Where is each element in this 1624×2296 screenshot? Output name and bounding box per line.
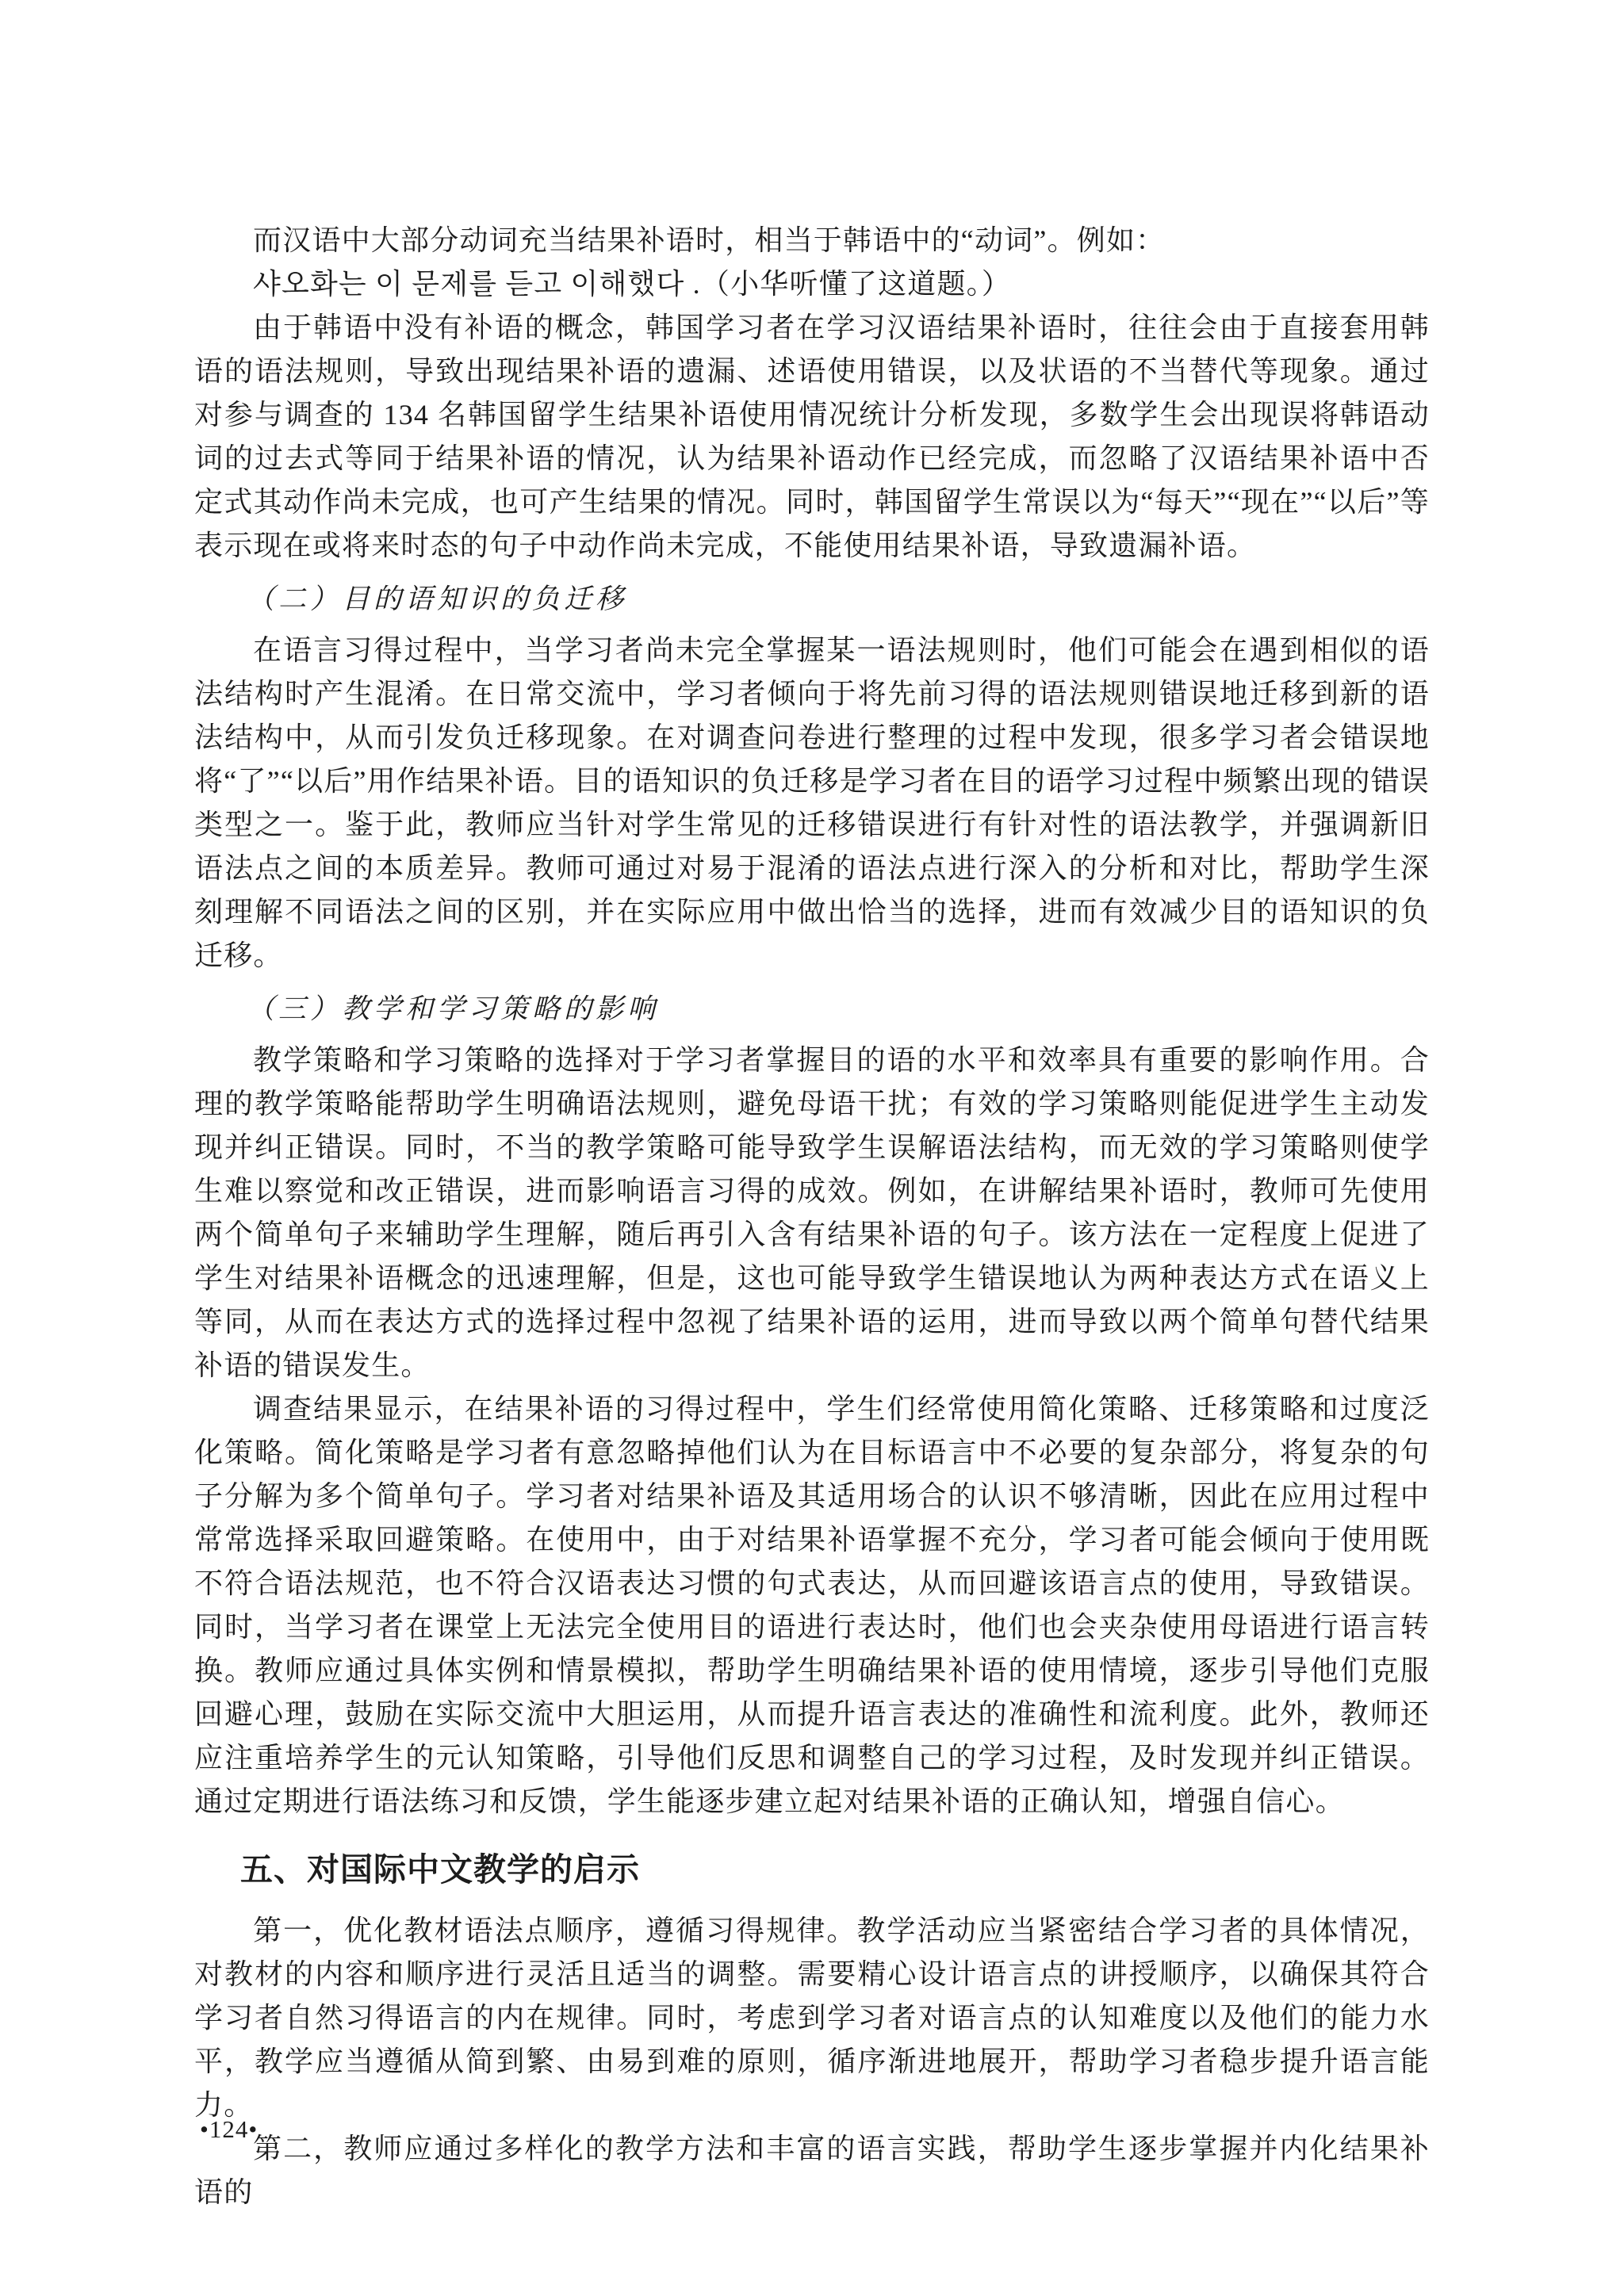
paragraph-korean-example: 샤오화는 이 문제를 듣고 이해했다 .（小华听懂了这道题。） bbox=[253, 268, 1012, 300]
paragraph-korean-transfer: 由于韩语中没有补语的概念，韩国学习者在学习汉语结果补语时，往往会由于直接套用韩语的语法规则，导致出现结果补语的遗漏、述语使用错误，以及状语的不当替代等现象。通过对参与调查的 134 名韩国留学生结果补语使用情况统计分析发现，多数学生会出现误将韩语动词的过去式等同于结果补语的情况，认为结果补语动作已经完成，而忽略了汉语结果补语中否定式其动作尚未完成，也可产生结果的情况。同时，韩国留学生常误以为“每天”“现在”“以后”等表示现在或将来时态的句子中动作尚未完成，不能使用结果补语，导致遗漏补语。 bbox=[194, 312, 1430, 561]
page-body bbox=[194, 219, 1430, 2214]
paragraph-survey-strategies: 调查结果显示，在结果补语的习得过程中，学生们经常使用简化策略、迁移策略和过度泛化策略。简化策略是学习者有意忽略掉他们认为在目标语言中不必要的复杂部分，将复杂的句子分解为多个简单句子。学习者对结果补语及其适用场合的认识不够清晰，因此在应用过程中常常选择采取回避策略。在使用中，由于对结果补语掌握不充分，学习者可能会倾向于使用既不符合语法规范，也不符合汉语表达习惯的句式表达，从而回避该语言点的使用，导致错误。同时，当学习者在课堂上无法完全使用目的语进行表达时，他们也会夹杂使用母语进行语言转换。教师应通过具体实例和情景模拟，帮助学生明确结果补语的使用情境，逐步引导他们克服回避心理，鼓励在实际交流中大胆运用，从而提升语言表达的准确性和流利度。此外，教师还应注重培养学生的元认知策略，引导他们反思和调整自己的学习过程，及时发现并纠正错误。通过定期进行语法练习和反馈，学生能逐步建立起对结果补语的正确认知，增强自信心。 bbox=[194, 1393, 1430, 1817]
paragraph-intro-verb-complement: 而汉语中大部分动词充当结果补语时，相当于韩语中的“动词”。例如： bbox=[253, 224, 1166, 256]
paragraph-implication-second: 第二，教师应通过多样化的教学方法和丰富的语言实践，帮助学生逐步掌握并内化结果补语的 bbox=[194, 2133, 1430, 2208]
paragraph-negative-transfer: 在语言习得过程中，当学习者尚未完全掌握某一语法规则时，他们可能会在遇到相似的语法结构时产生混淆。在日常交流中，学习者倾向于将先前习得的语法规则错误地迁移到新的语法结构中，从而引发负迁移现象。在对调查问卷进行整理的过程中发现，很多学习者会错误地将“了”“以后”用作结果补语。目的语知识的负迁移是学习者在目的语学习过程中频繁出现的错误类型之一。鉴于此，教师应当针对学生常见的迁移错误进行有针对性的语法教学，并强调新旧语法点之间的本质差异。教师可通过对易于混淆的语法点进行深入的分析和对比，帮助学生深刻理解不同语法之间的区别，并在实际应用中做出恰当的选择，进而有效减少目的语知识的负迁移。 bbox=[194, 634, 1430, 971]
paragraph-implication-first: 第一，优化教材语法点顺序，遵循习得规律。教学活动应当紧密结合学习者的具体情况，对教材的内容和顺序进行灵活且适当的调整。需要精心设计语言点的讲授顺序，以确保其符合学习者自然习得语言的内在规律。同时，考虑到学习者对语言点的认知难度以及他们的能力水平，教学应当遵循从简到繁、由易到难的原则，循序渐进地展开，帮助学习者稳步提升语言能力。 bbox=[194, 1915, 1430, 2121]
page-number: •124• bbox=[200, 2115, 259, 2143]
subsection-heading-2: （二）目的语知识的负迁移 bbox=[247, 584, 628, 614]
section-heading-5: 五、对国际中文教学的启示 bbox=[240, 1851, 640, 1888]
paragraph-strategy-influence: 教学策略和学习策略的选择对于学习者掌握目的语的水平和效率具有重要的影响作用。合理的教学策略能帮助学生明确语法规则，避免母语干扰；有效的学习策略则能促进学生主动发现并纠正错误。同时，不当的教学策略可能导致学生误解语法结构，而无效的学习策略则使学生难以察觉和改正错误，进而影响语言习得的成效。例如，在讲解结果补语时，教师可先使用两个简单句子来辅助学生理解，随后再引入含有结果补语的句子。该方法在一定程度上促进了学生对结果补语概念的迅速理解，但是，这也可能导致学生错误地认为两种表达方式在语义上等同，从而在表达方式的选择过程中忽视了结果补语的运用，进而导致以两个简单句替代结果补语的错误发生。 bbox=[194, 1044, 1430, 1381]
subsection-heading-3: （三）教学和学习策略的影响 bbox=[247, 993, 660, 1024]
